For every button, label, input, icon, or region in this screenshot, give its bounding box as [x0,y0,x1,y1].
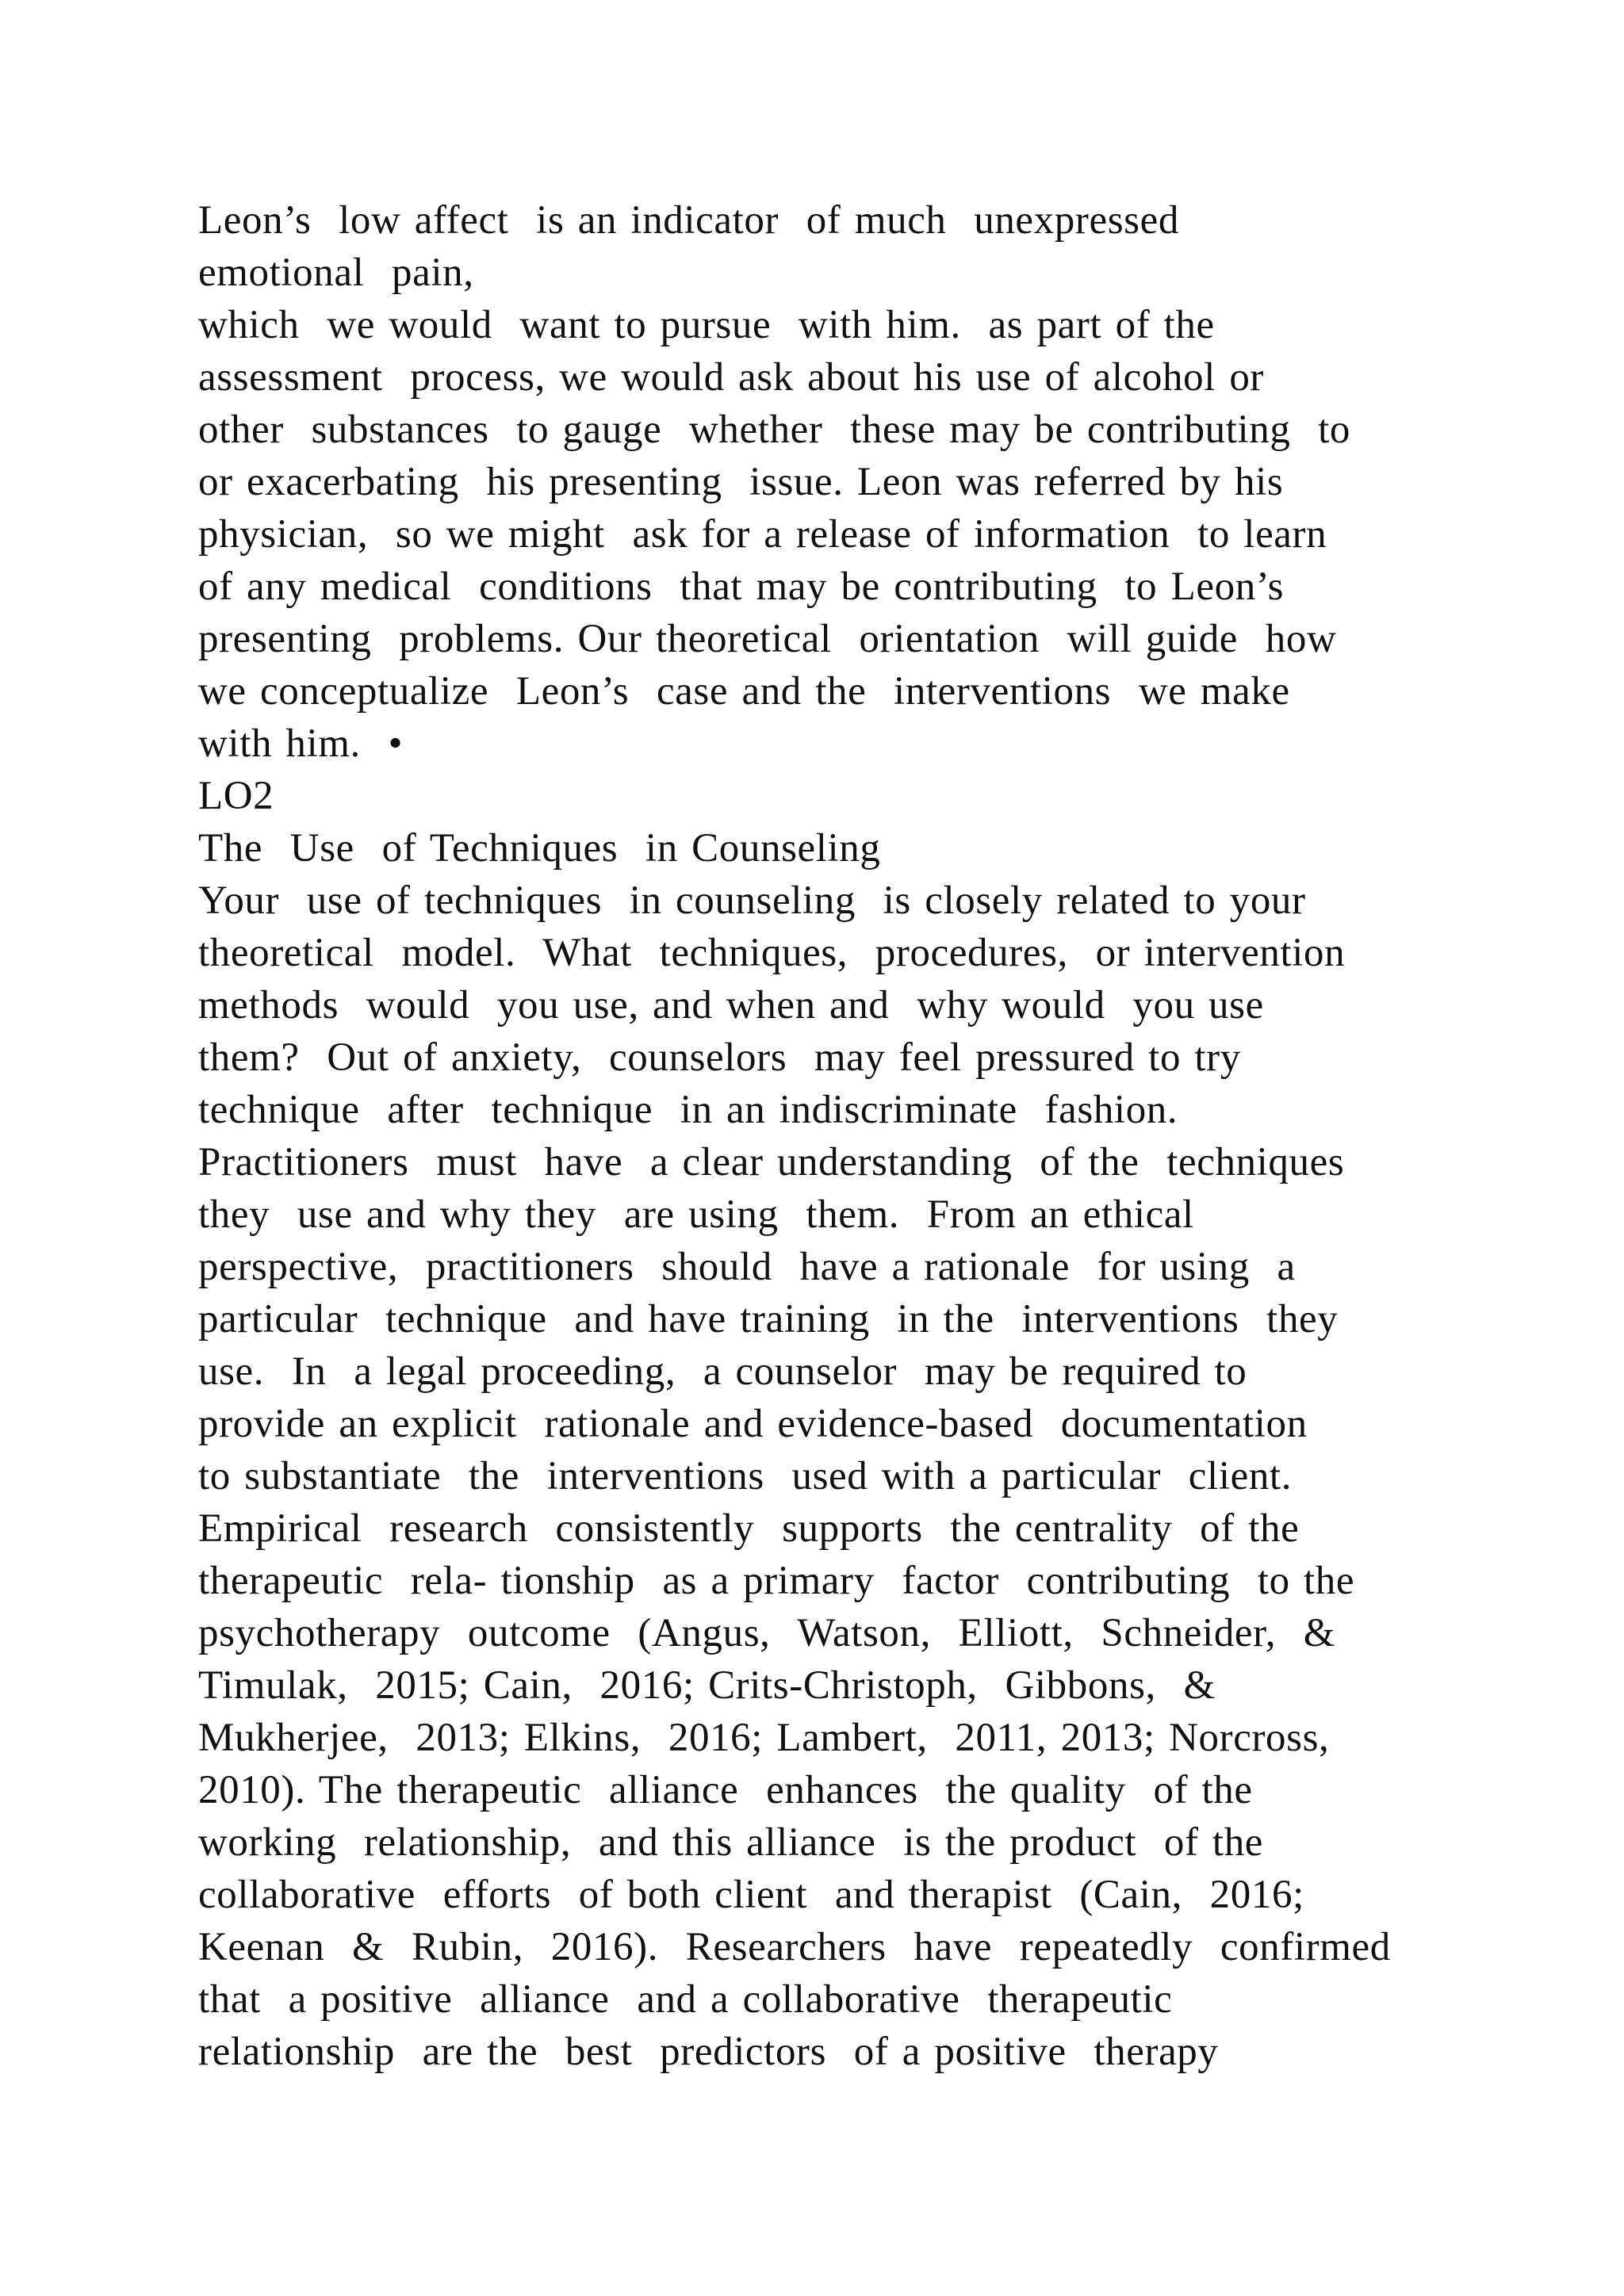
text-line: therapeutic rela- tionship as a primary factor contributing to the [198,1559,1355,1603]
text-line: relationship are the best predictors of a positive therapy [198,2030,1219,2074]
text-line: Mukherjee, 2013; Elkins, 2016; Lambert, 2011, 2013; Norcross, [198,1716,1330,1760]
text-line: emotional pain, [198,251,474,295]
text-line: that a positive alliance and a collaborative therapeutic [198,1977,1173,2022]
text-line: theoretical model. What techniques, procedures, or intervention [198,931,1346,975]
text-line: which we would want to pursue with him. as part of the [198,303,1215,347]
text-line: Empirical research consistently supports the centrality of the [198,1506,1300,1551]
text-line: technique after technique in an indiscriminate fashion. [198,1088,1178,1132]
text-line: we conceptualize Leon’s case and the interventions we make [198,669,1290,714]
text-line: or exacerbating his presenting issue. Leon was referred by his [198,460,1284,504]
text-line: particular technique and have training in the interventions they [198,1297,1339,1341]
text-line: provide an explicit rationale and evidence-based documentation [198,1402,1308,1446]
text-line: presenting problems. Our theoretical orientation will guide how [198,617,1337,661]
text-line: Leon’s low affect is an indicator of much unexpressed [198,198,1179,243]
text-line: with him. • [198,721,404,766]
text-line: Keenan & Rubin, 2016). Researchers have repeatedly confirmed [198,1925,1391,1969]
text-line: physician, so we might ask for a release of information to learn [198,512,1327,557]
text-line: other substances to gauge whether these may be contributing to [198,408,1351,452]
text-line: Your use of techniques in counseling is closely related to your [198,878,1306,923]
text-line: perspective, practitioners should have a rationale for using a [198,1245,1296,1289]
body-text [198,194,1546,2078]
text-line: psychotherapy outcome (Angus, Watson, Elliott, Schneider, & [198,1611,1336,1655]
text-line: 2010). The therapeutic alliance enhances the quality of the [198,1768,1253,1812]
text-line: Practitioners must have a clear understanding of the techniques [198,1140,1345,1184]
text-line: to substantiate the interventions used with a particular client. [198,1454,1293,1498]
section-code: LO2 [198,774,274,818]
text-line: use. In a legal proceeding, a counselor may be required to [198,1349,1247,1394]
text-line: assessment process, we would ask about his use of alcohol or [198,355,1265,400]
text-line: collaborative efforts of both client and therapist (Cain, 2016; [198,1873,1304,1917]
text-line: methods would you use, and when and why would you use [198,983,1264,1027]
text-line: they use and why they are using them. From an ethical [198,1192,1194,1237]
text-line: of any medical conditions that may be contributing to Leon’s [198,564,1285,609]
text-line: them? Out of anxiety, counselors may feel pressured to try [198,1035,1241,1080]
text-line: Timulak, 2015; Cain, 2016; Crits-Christoph, Gibbons, & [198,1663,1216,1708]
text-line: working relationship, and this alliance is the product of the [198,1820,1264,1865]
section-heading: The Use of Techniques in Counseling [198,826,881,871]
